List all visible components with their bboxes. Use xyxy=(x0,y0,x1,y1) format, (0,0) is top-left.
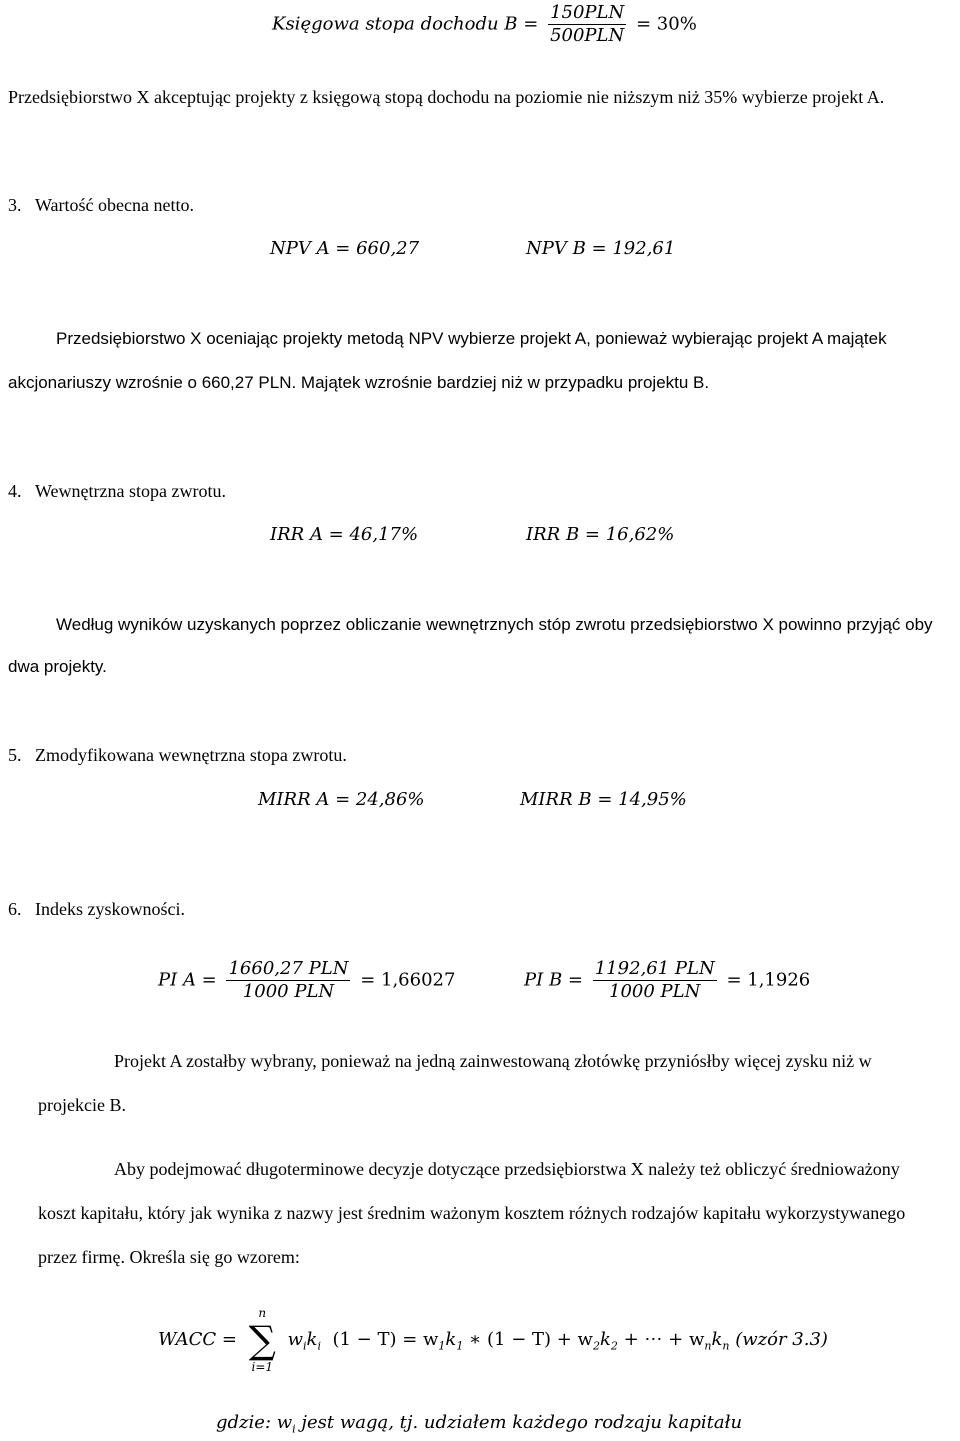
section-heading-irr: 4. Wewnętrzna stopa zwrotu. xyxy=(8,481,226,501)
wacc-part-5: k xyxy=(711,1329,723,1350)
explanation-prefix: gdzie: w xyxy=(216,1412,293,1433)
wacc-weight-explanation: gdzie: $w_i$ jest wagą, tj. udziałem każdego rodzaju kapitału xyxy=(216,1412,743,1436)
mirr-a-formula: MIRR A = 24,86% xyxy=(258,789,425,810)
paragraph-accept-projects: Przedsiębiorstwo X akceptując projekty z księgową stopą dochodu na poziomie nie niższym niż 35% wybierze projekt A. xyxy=(8,87,885,107)
paragraph-irr-line-2: dwa projekty. xyxy=(8,657,107,676)
accounting-rate-formula-b xyxy=(272,2,697,47)
paragraph-pi-line-2: projekcie B. xyxy=(38,1095,126,1115)
paragraph-npv-line-2: akcjonariuszy wzrośnie o 660,27 PLN. Majątek wzrośnie bardziej niż w przypadku projektu B. xyxy=(8,373,710,392)
irr-a-formula: IRR A = 46,17% xyxy=(270,524,419,545)
fraction xyxy=(548,2,626,47)
section-heading-pi: 6. Indeks zyskowności. xyxy=(8,899,185,919)
fraction-denominator: 1000 PLN xyxy=(242,981,335,1002)
summation-symbol: ∑ xyxy=(248,1318,276,1362)
fraction-numerator: 1660,27 PLN xyxy=(228,958,349,979)
formula-lhs: PI A = xyxy=(158,969,217,991)
fraction-numerator: 1192,61 PLN xyxy=(594,958,715,979)
section-heading-mirr: 5. Zmodyfikowana wewnętrzna stopa zwrotu. xyxy=(8,745,347,765)
wacc-formula: WACC = n ∑ i=1 $w_ik_i$ $(1 - T) = w_1k_1$ ∗ $(1 - T) + w_2k_2$ + ⋯ + $w_nk_n$ (wzór 3.3) xyxy=(158,1306,828,1374)
wacc-formula-note: (wzór 3.3) xyxy=(735,1329,828,1350)
fraction-numerator: 150PLN xyxy=(550,2,625,23)
fraction xyxy=(593,958,717,1003)
section-heading-npv: 3. Wartość obecna netto. xyxy=(8,195,194,215)
explanation-rest: jest wagą, tj. udziałem każdego rodzaju kapitału xyxy=(295,1412,743,1433)
pi-a-formula xyxy=(158,958,455,1003)
formula-lhs: Księgowa stopa dochodu B = xyxy=(272,13,539,35)
fraction xyxy=(226,958,350,1003)
fraction-denominator: 1000 PLN xyxy=(609,981,701,1002)
fraction-denominator: 500PLN xyxy=(550,25,625,46)
npv-a-formula: NPV A = 660,27 xyxy=(270,238,420,259)
npv-b-formula: NPV B = 192,61 xyxy=(526,238,676,259)
formula-rhs: = 30% xyxy=(635,13,697,35)
summation-upper-limit: n xyxy=(258,1306,267,1320)
paragraph-irr-line-1: Według wyników uzyskanych poprzez obliczanie wewnętrznych stóp zwrotu przedsiębiorstwo X powinno przyjąć oby xyxy=(56,615,933,634)
wacc-rhs: (1 − T) = w xyxy=(332,1329,439,1350)
wacc-term: $w_ik_i$ xyxy=(287,1329,321,1353)
mirr-b-formula: MIRR B = 14,95% xyxy=(520,789,687,810)
paragraph-pi-line-1: Projekt A zostałby wybrany, ponieważ na jedną zainwestowaną złotówkę przyniósłby więcej zysku niż w xyxy=(114,1051,872,1071)
formula-rhs: = 1,66027 xyxy=(360,969,456,991)
summation-lower-limit: i=1 xyxy=(251,1360,274,1374)
paragraph-wacc-line-2: koszt kapitału, który jak wynika z nazwy jest średnim ważonym kosztem różnych rodzajów kapitału wykorzystywanego xyxy=(38,1203,906,1223)
irr-b-formula: IRR B = 16,62% xyxy=(526,524,675,545)
paragraph-wacc-line-1: Aby podejmować długoterminowe decyzje dotyczące przedsiębiorstwa X należy też obliczyć średnioważony xyxy=(114,1159,900,1179)
paragraph-npv-line-1: Przedsiębiorstwo X oceniając projekty metodą NPV wybierze projekt A, ponieważ wybierając projekt A majątek xyxy=(56,329,887,348)
formula-lhs: PI B = xyxy=(524,969,583,991)
formula-lhs: WACC = xyxy=(158,1329,237,1350)
wacc-part-4: + ⋯ + w xyxy=(617,1329,705,1350)
wacc-part-1: k xyxy=(445,1329,457,1350)
pi-b-formula xyxy=(524,958,810,1003)
summation xyxy=(249,1306,276,1374)
paragraph-wacc-line-3: przez firmę. Określa się go wzorem: xyxy=(38,1247,300,1267)
wacc-part-2: ∗ (1 − T) + w xyxy=(463,1329,593,1350)
wacc-part-3: k xyxy=(599,1329,611,1350)
formula-rhs: = 1,1926 xyxy=(726,969,811,991)
